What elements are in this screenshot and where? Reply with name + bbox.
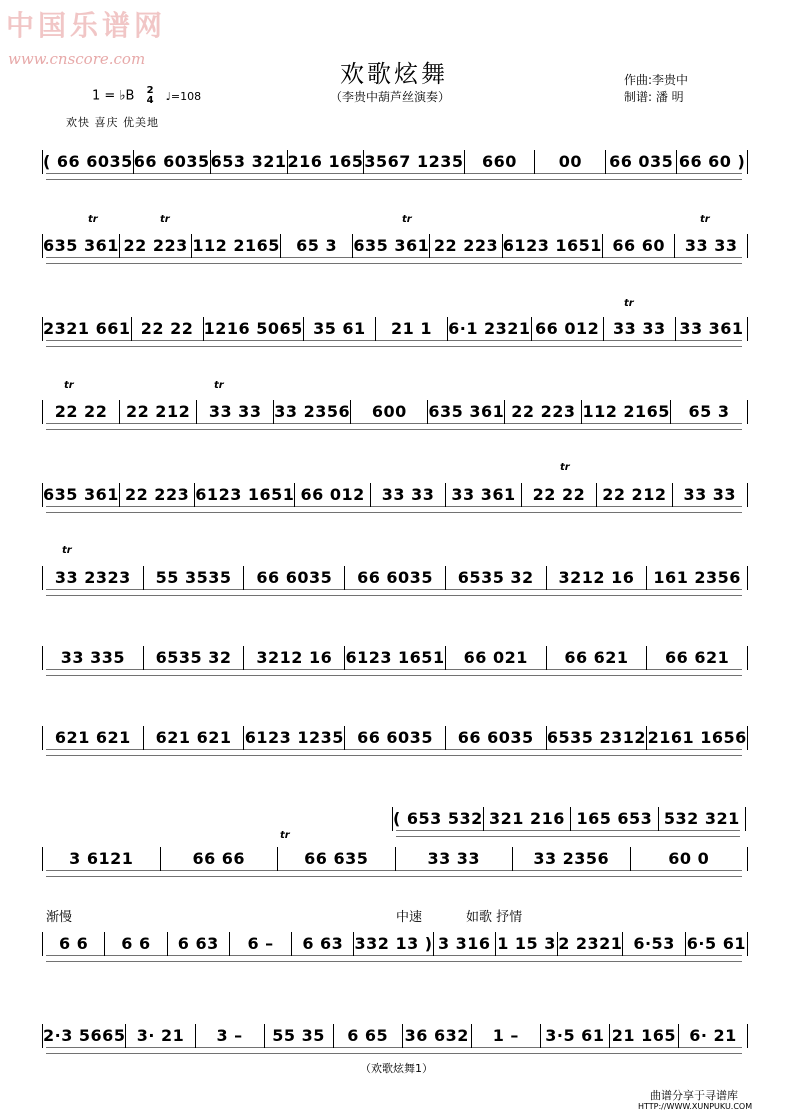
trill-mark: tr — [700, 214, 710, 225]
measure: 6 63 — [168, 932, 230, 956]
staff-line — [392, 807, 746, 831]
octave-dots — [396, 839, 740, 842]
measure: 33 2323 — [43, 566, 144, 590]
octave-dots — [46, 182, 742, 185]
octave-dots — [46, 678, 742, 681]
measure: ( 653 532 — [393, 807, 484, 831]
trill-mark: tr — [624, 298, 634, 309]
measure: 6 6 — [43, 932, 105, 956]
measure: 66 6035 — [244, 566, 345, 590]
measure: 33 361 — [679, 319, 744, 338]
beam-lines — [46, 340, 742, 347]
measure: 332 13 ) — [354, 932, 433, 956]
measure: 22 223 — [120, 234, 193, 258]
measure: 66 66 — [161, 847, 279, 871]
octave-dots — [46, 879, 742, 882]
measure: 3212 16 — [547, 566, 648, 590]
slowdown-marking: 渐慢 — [46, 910, 73, 925]
measure: 66 012 — [532, 317, 604, 341]
beam-lines — [46, 1047, 742, 1054]
octave-dots — [46, 964, 742, 967]
beam-lines — [46, 589, 742, 596]
beam-lines — [46, 506, 742, 513]
measure: 6123 1651 — [503, 234, 603, 258]
staff-line — [42, 726, 748, 750]
measure: 6123 1651 — [345, 646, 446, 670]
mood-marking: 欢快 喜庆 优美地 — [66, 116, 159, 129]
staff-line — [42, 932, 748, 956]
measure: 33 33 — [197, 400, 274, 424]
measure: 635 361 — [353, 234, 430, 258]
measure: 6 6 — [105, 932, 167, 956]
octave-dots — [46, 758, 742, 761]
measure: 33 2356 — [513, 847, 631, 871]
measure: 22 22 — [522, 483, 597, 507]
trill-mark: tr — [160, 214, 170, 225]
staff-line — [42, 317, 748, 341]
measure: 65 3 — [688, 402, 730, 421]
trill-mark: tr — [62, 545, 72, 556]
measure: 3· 21 — [126, 1024, 195, 1048]
measure: ( 66 6035 — [43, 150, 134, 174]
measure: 66 60 — [603, 234, 676, 258]
measure: 33 2356 — [274, 400, 351, 424]
measure: 3212 16 — [244, 646, 345, 670]
trill-mark: tr — [402, 214, 412, 225]
measure: 6535 2312 — [547, 726, 648, 750]
credits — [624, 72, 688, 106]
composer: 作曲:李贵中 — [624, 73, 689, 87]
measure: 6 – — [230, 932, 292, 956]
key-label: 1 = ♭B — [92, 88, 135, 104]
measure: 60 0 — [668, 849, 710, 868]
measure: 33 33 — [371, 483, 446, 507]
measure: 6·1 2321 — [448, 317, 531, 341]
measure: 33 33 — [396, 847, 514, 871]
trill-mark: tr — [280, 830, 290, 841]
measure: 600 — [351, 400, 428, 424]
key-signature — [92, 86, 201, 106]
measure: 00 — [535, 150, 606, 174]
measure: 21 1 — [376, 317, 448, 341]
staff-line — [42, 1024, 748, 1048]
measure: 66 6035 — [345, 726, 446, 750]
measure: 6 65 — [334, 1024, 403, 1048]
measure: 1 – — [472, 1024, 541, 1048]
measure: 33 33 — [684, 236, 738, 255]
score-subtitle: （李贵中葫芦丝演奏） — [330, 90, 451, 104]
measure: 55 3535 — [144, 566, 245, 590]
measure: 66 60 ) — [678, 152, 746, 171]
measure: 6535 32 — [446, 566, 547, 590]
measure: 22 223 — [505, 400, 582, 424]
measure: 635 361 — [43, 234, 120, 258]
beam-lines — [46, 669, 742, 676]
trill-mark: tr — [560, 462, 570, 473]
transcriber: 制谱: 潘 明 — [624, 90, 684, 104]
measure: 653 321 — [211, 150, 288, 174]
measure: 161 2356 — [653, 568, 741, 587]
measure: 635 361 — [43, 483, 120, 507]
measure: 22 223 — [430, 234, 503, 258]
staff-line — [42, 847, 748, 871]
measure: 2321 661 — [43, 317, 132, 341]
staff-line — [42, 150, 748, 174]
measure: 6123 1651 — [195, 483, 295, 507]
measure: 22 212 — [597, 483, 672, 507]
measure: 33 361 — [446, 483, 521, 507]
measure: 660 — [465, 150, 536, 174]
measure: 2161 1656 — [647, 728, 747, 747]
tempo-marking: ♩=108 — [165, 89, 202, 103]
staff-line — [42, 646, 748, 670]
measure: 321 216 — [484, 807, 571, 831]
measure: 66 621 — [665, 648, 730, 667]
measure: 1 15 3 — [496, 932, 558, 956]
time-signature — [147, 86, 154, 106]
measure: 66 012 — [295, 483, 370, 507]
measure: 66 035 — [606, 150, 677, 174]
staff-line — [42, 234, 748, 258]
measure: 112 2165 — [582, 400, 671, 424]
measure: 33 33 — [683, 485, 737, 504]
staff-line — [42, 566, 748, 590]
measure: 3 6121 — [43, 847, 161, 871]
measure: 66 621 — [547, 646, 648, 670]
time-top: 2 — [146, 85, 154, 96]
measure: 3 – — [196, 1024, 265, 1048]
measure: 55 35 — [265, 1024, 334, 1048]
measure: 22 212 — [120, 400, 197, 424]
measure: 22 22 — [132, 317, 204, 341]
section-label: （欢歌炫舞1） — [360, 1062, 433, 1075]
footer-url: HTTP://WWW.XUNPUKU.COM — [638, 1102, 753, 1111]
trill-mark: tr — [214, 380, 224, 391]
measure: 66 021 — [446, 646, 547, 670]
measure: 621 621 — [43, 726, 144, 750]
measure: 66 635 — [278, 847, 396, 871]
measure: 635 361 — [428, 400, 505, 424]
moderato-marking: 中速 — [396, 910, 423, 925]
watermark-site-name: 中国乐谱网 — [6, 9, 167, 42]
measure: 36 632 — [403, 1024, 472, 1048]
measure: 6535 32 — [144, 646, 245, 670]
measure: 6·5 61 — [686, 934, 746, 953]
beam-lines — [46, 257, 742, 264]
beam-lines — [396, 830, 740, 837]
beam-lines — [46, 870, 742, 877]
measure: 3 316 — [434, 932, 496, 956]
measure: 35 61 — [304, 317, 376, 341]
trill-mark: tr — [88, 214, 98, 225]
measure: 3567 1235 — [364, 150, 464, 174]
measure: 33 33 — [604, 317, 676, 341]
footer-site: 曲谱分享于寻谱库 — [650, 1089, 738, 1102]
measure: 21 165 — [610, 1024, 679, 1048]
measure: 33 335 — [43, 646, 144, 670]
measure: 165 653 — [571, 807, 658, 831]
expressive-marking: 如歌 抒情 — [466, 910, 523, 925]
measure: 2·3 5665 — [43, 1024, 126, 1048]
time-bottom: 4 — [146, 95, 154, 106]
octave-dots — [46, 598, 742, 601]
measure: 621 621 — [144, 726, 245, 750]
measure: 6·53 — [623, 932, 685, 956]
octave-dots — [46, 432, 742, 435]
measure: 532 321 — [663, 809, 740, 828]
trill-mark: tr — [64, 380, 74, 391]
measure: 66 6035 — [345, 566, 446, 590]
beam-lines — [46, 173, 742, 180]
octave-dots — [46, 515, 742, 518]
watermark-url: www.cnscore.com — [8, 50, 146, 68]
measure: 3·5 61 — [541, 1024, 610, 1048]
measure: 2 2321 — [558, 932, 623, 956]
measure: 1216 5065 — [204, 317, 304, 341]
staff-line — [42, 483, 748, 507]
octave-dots — [46, 266, 742, 269]
measure: 66 6035 — [446, 726, 547, 750]
measure: 112 2165 — [192, 234, 281, 258]
beam-lines — [46, 955, 742, 962]
measure: 22 223 — [120, 483, 195, 507]
beam-lines — [46, 749, 742, 756]
octave-dots — [46, 349, 742, 352]
measure: 6· 21 — [689, 1026, 737, 1045]
measure: 66 6035 — [134, 150, 211, 174]
measure: 22 22 — [43, 400, 120, 424]
measure: 65 3 — [281, 234, 354, 258]
beam-lines — [46, 423, 742, 430]
measure: 6 63 — [292, 932, 354, 956]
measure: 6123 1235 — [244, 726, 345, 750]
score-title: 欢歌炫舞 — [340, 60, 448, 88]
octave-dots — [46, 1056, 742, 1059]
staff-line — [42, 400, 748, 424]
measure: 216 165 — [288, 150, 365, 174]
